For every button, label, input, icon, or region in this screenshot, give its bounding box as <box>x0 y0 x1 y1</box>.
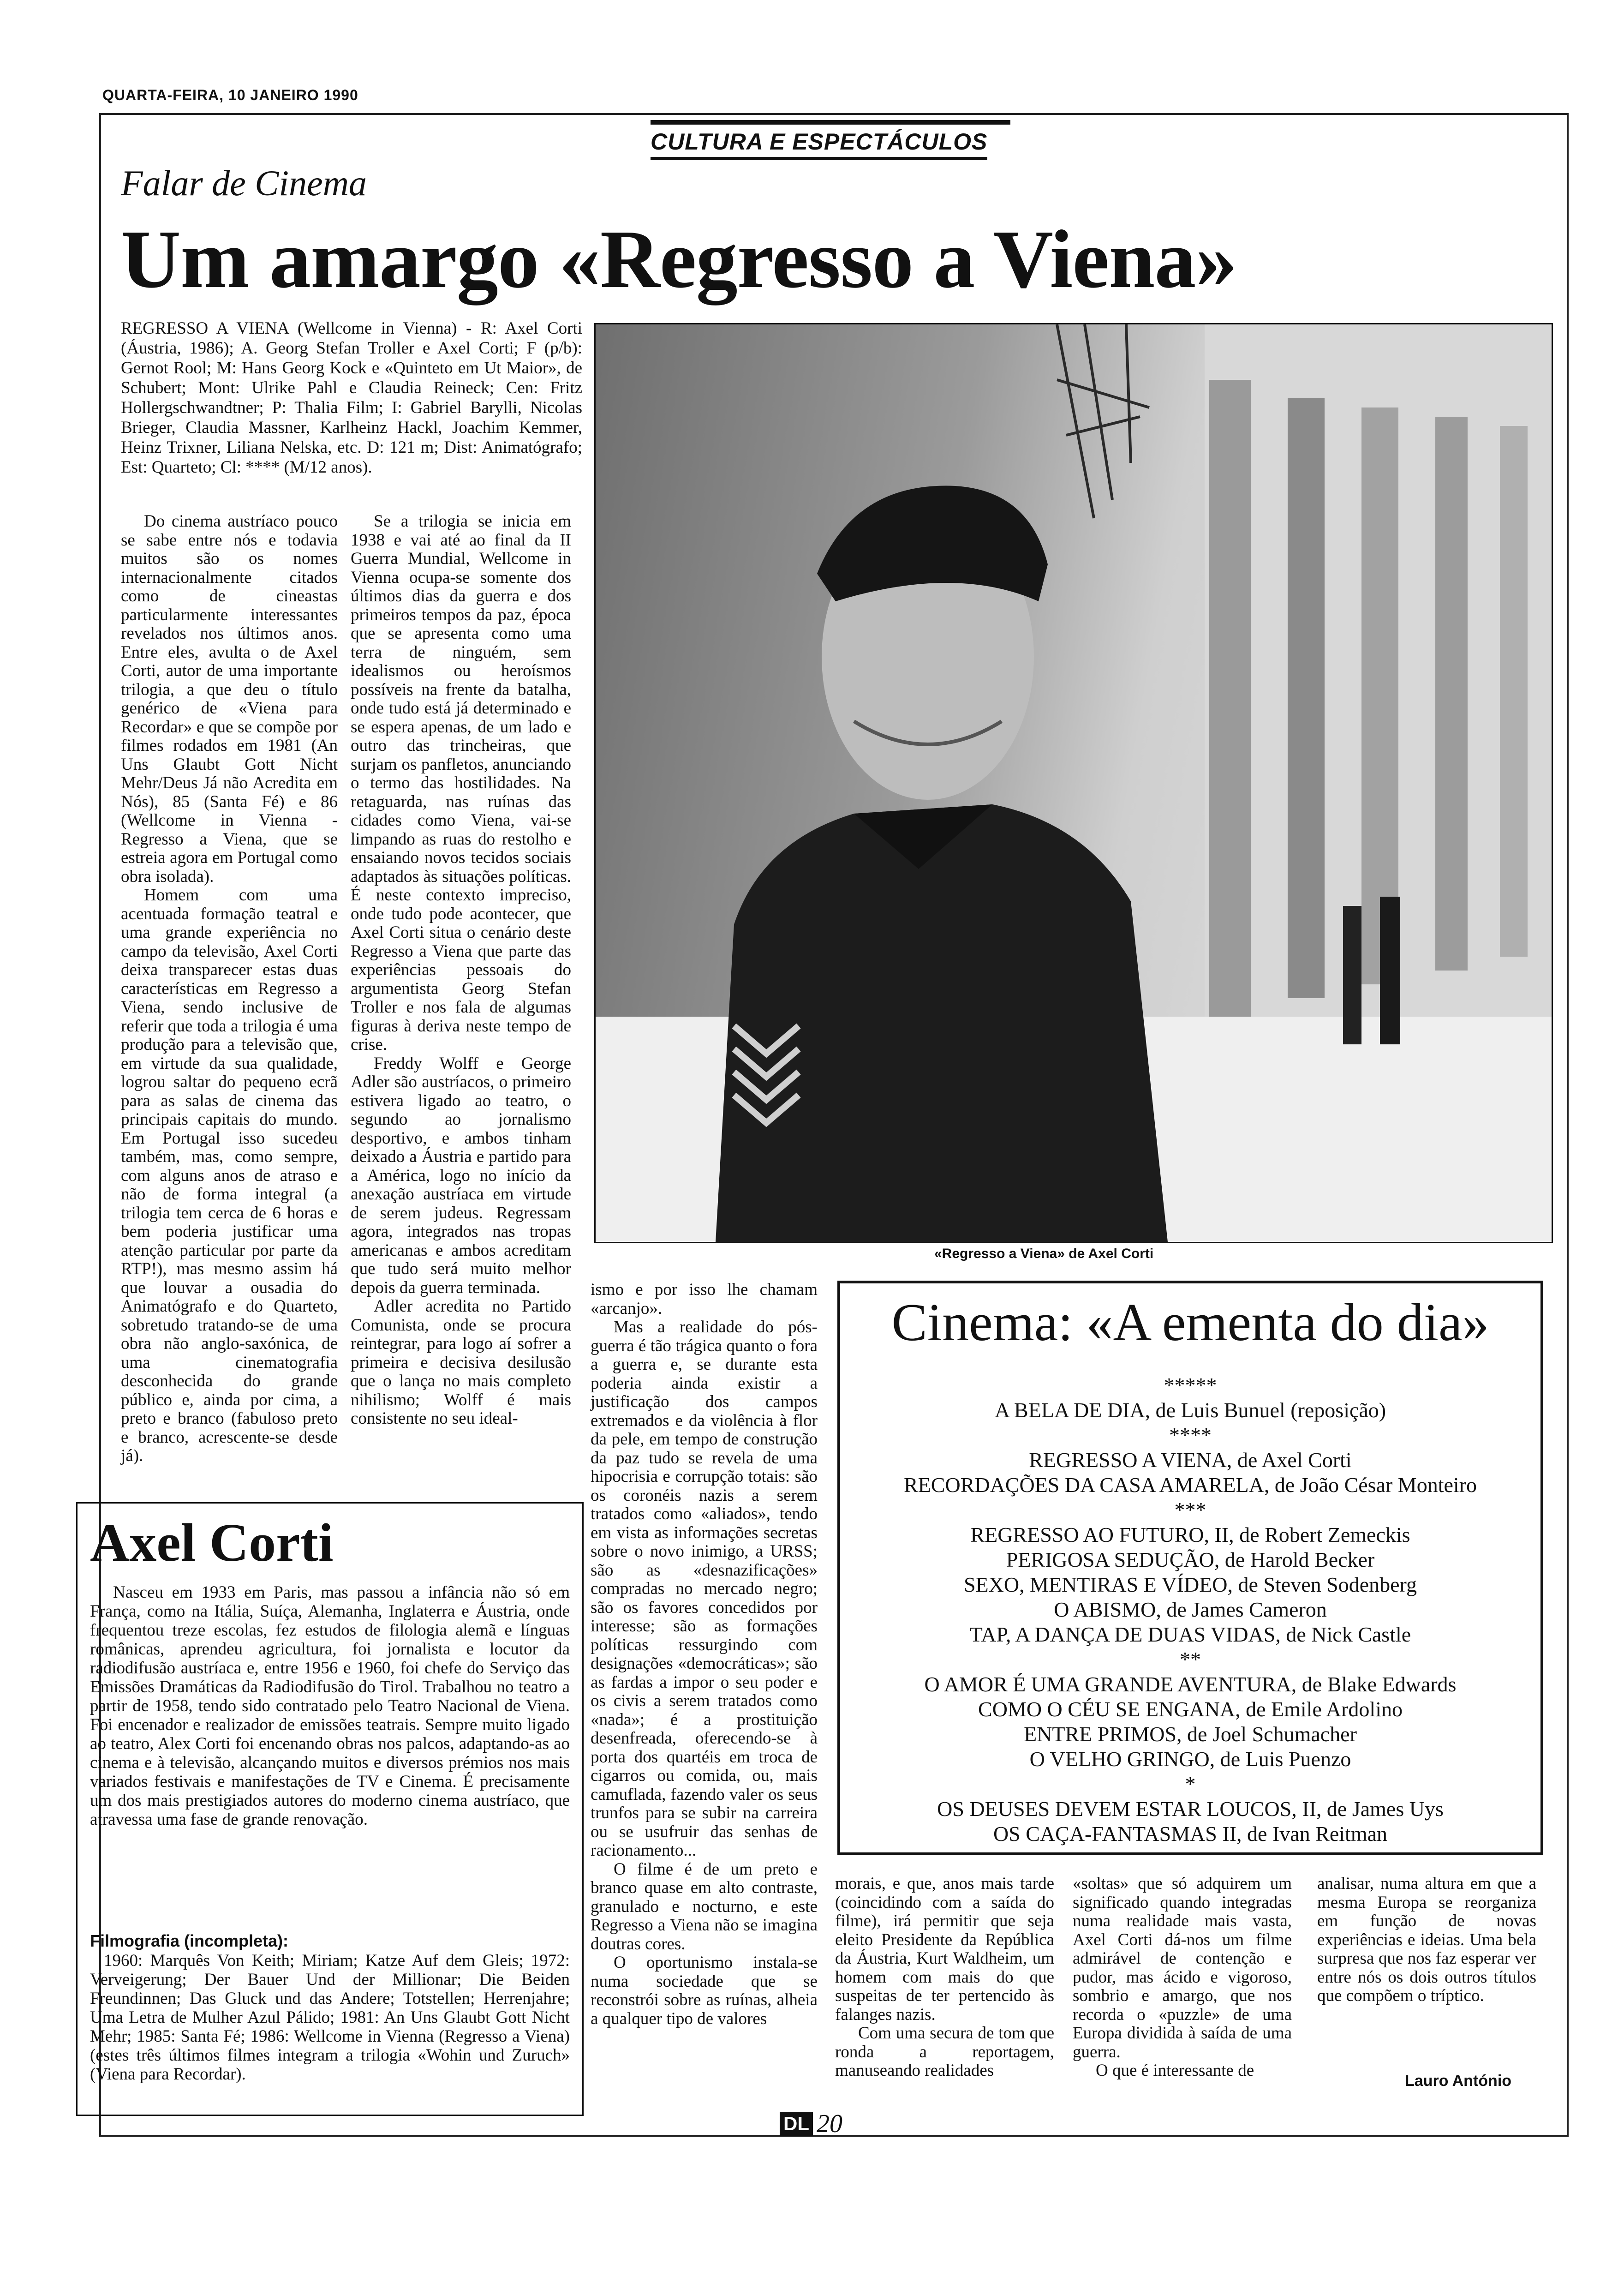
film-listing: REGRESSO AO FUTURO, II, de Robert Zemeckis <box>970 1523 1410 1546</box>
bio-text <box>90 1583 570 1829</box>
kicker: Falar de Cinema <box>121 163 367 203</box>
filmography-title: Filmografia (incompleta): <box>90 1931 289 1950</box>
film-listing: A BELA DE DIA, de Luis Bunuel (reposição) <box>994 1398 1386 1422</box>
film-listing: OS DEUSES DEVEM ESTAR LOUCOS, II, de James Uys <box>937 1797 1444 1821</box>
article-column-6 <box>1317 1875 1536 2006</box>
rating-stars: **** <box>1169 1423 1212 1447</box>
paragraph: Do cinema austríaco pouco se sabe entre nós e todavia muitos são os nomes internacionalmente citados como de cineastas particularmente interessantes revelados nos últimos anos. Entre eles, avulta o de Axel Corti, autor de uma importante trilogia, a que deu o título genérico de «Viena para Recordar» e que se compõe por filmes rodados em 1981 (An Uns Glaubt Gott Nicht Mehr/Deus Já não Acredita em Nós), 85 (Santa Fé) e 86 (Wellcome in Vienna - Regresso a Viena, que se estreia agora em Portugal como obra isolada). <box>121 512 338 886</box>
film-still-photo <box>594 323 1553 1243</box>
article-column-5 <box>1073 1875 1292 2080</box>
film-still-illustration <box>596 324 1552 1242</box>
article-column-4 <box>835 1875 1054 2080</box>
publication-logo: DL <box>780 2112 813 2136</box>
paragraph: Adler acredita no Partido Comunista, onde se procura reintegrar, para logo aí sofrer a primeira e decisiva desilusão que o lança no mais completo nihilismo; Wolff é mais consistente no seu ideal- <box>351 1297 571 1428</box>
film-listing: COMO O CÉU SE ENGANA, de Emile Ardolino <box>978 1697 1403 1721</box>
film-listing: PERIGOSA SEDUÇÃO, de Harold Becker <box>1006 1548 1375 1571</box>
film-listing: TAP, A DANÇA DE DUAS VIDAS, de Nick Castle <box>969 1623 1411 1646</box>
section-header: CULTURA E ESPECTÁCULOS <box>651 128 987 160</box>
rating-stars: ***** <box>1164 1373 1217 1397</box>
film-listing: O AMOR É UMA GRANDE AVENTURA, de Blake Edwards <box>924 1672 1457 1696</box>
paragraph: Freddy Wolff e George Adler são austríacos, o primeiro estivera ligado ao teatro, o segundo ao jornalismo desportivo, e ambos tinham deixado a Áustria e partido para a América, logo no início da anexação austríaca em virtude de serem judeus. Regressam agora, integrados nas tropas americanas e ambos acreditam que tudo será muito melhor depois da guerra terminada. <box>351 1054 571 1297</box>
bio-title: Axel Corti <box>90 1512 334 1573</box>
ementa-list <box>847 1373 1534 1846</box>
headline: Um amargo «Regresso a Viena» <box>121 213 1237 305</box>
paragraph: morais, e que, anos mais tarde (coincidindo com a saída do filme), irá permitir que seja eleito Presidente da República da Áustria, Kurt Waldheim, um homem com mais do que suspeitas de ter pertencido às falanges nazis. <box>835 1874 1054 2024</box>
paragraph: O que é interessante de <box>1096 2061 1254 2080</box>
author-signature: Lauro António <box>1405 2072 1512 2090</box>
paragraph: Nasceu em 1933 em Paris, mas passou a infância não só em França, como na Itália, Suíça, Alemanha, Inglaterra e Áustria, onde frequentou treze escolas, fez estudos de filologia alemã e línguas românicas, aprendeu agricultura, foi jornalista e locutor da radiodifusão austríaca e, entre 1956 e 1960, foi chefe do Serviço das Emissões Dramáticas da Radiodifusão do Tirol. Trabalhou no teatro a partir de 1958, tendo sido contratado pelo Teatro Nacional de Viena. Foi encenador e realizador de emissões teatrais. Sempre muito ligado ao teatro, Alex Corti foi encenando obras nos palcos, adaptando-as ao cinema e à televisão, alcançando muitos e diversos prémios nos mais variados festivais e manifestações de TV e Cinema. É precisamente um dos mais prestigiados autores do moderno cinema austríaco, que atravessa uma fase de grande renovação. <box>90 1583 570 1829</box>
rating-stars: * <box>1185 1772 1196 1796</box>
paragraph: O filme é de um preto e branco quase em alto contraste, granulado e nocturno, e este Regresso a Viena não se imagina doutras cores. <box>591 1859 818 1953</box>
film-listing: OS CAÇA-FANTASMAS II, de Ivan Reitman <box>993 1822 1388 1846</box>
article-column-2 <box>351 512 571 1428</box>
paragraph: «soltas» que só adquirem um significado quando integradas numa realidade mais vasta, Axel Corti dá-nos um filme admirável de contenção e pudor, mas ácido e vigoroso, sombrio e amargo, que nos recorda o «puzzle» de uma Europa dividida à saída de uma guerra. <box>1073 1874 1292 2061</box>
rating-stars: ** <box>1180 1648 1201 1671</box>
film-credits: REGRESSO A VIENA (Wellcome in Vienna) - R: Axel Corti (Áustria, 1986); A. Georg Stefan Troller e Axel Corti; F (p/b): Gernot Rool; M: Hans Georg Kock e «Quinteto em Ut Maior», de Schubert; Mont: Ulrike Pahl e Claudia Reineck; Cen: Fritz Hollergschwandtner; P: Thalia Film; I: Gabriel Barylli, Nicolas Brieger, Claudia Massner, Karlheinz Hackl, Joachim Kemmer, Heinz Trixner, Liliana Nelska, etc. D: 121 m; Dist: Animatógrafo; Est: Quarteto; Cl: **** (M/12 anos). <box>121 319 582 477</box>
paragraph: Mas a realidade do pós-guerra é tão trágica quanto o fora a guerra e, se durante esta poderia ainda existir a justificação dos campos extremados e da violência à flor da pele, em tempo de construção da paz tudo se revela de uma hipocrisia e corrupção totais: são os coronéis nazis a serem tratados como «aliados», tendo em vista as informações secretas sobre o novo inimigo, a URSS; são as «desnazificações» compradas no mercado negro; são os favores concedidos por interesse; são as formações políticas ressurgindo com designações «democráticas»; são as fardas a impor o seu poder e os civis a serem tratados como «nada»; é a prostituição desenfreada, oferecendo-se à porta dos quartéis em troca de cigarros ou comida, ou, mais camuflada, fazendo valer os seus trunfos para se subir na carreira ou se usufruir das senhas de racionamento... <box>591 1318 818 1860</box>
article-column-1 <box>121 512 338 1466</box>
page-folio <box>780 2107 842 2139</box>
film-listing: REGRESSO A VIENA, de Axel Corti <box>1029 1448 1352 1472</box>
film-listing: SEXO, MENTIRAS E VÍDEO, de Steven Sodenberg <box>963 1573 1417 1596</box>
ementa-title: Cinema: «A ementa do dia» <box>891 1293 1489 1352</box>
paragraph: O oportunismo instala-se numa sociedade que se reconstrói sobre as ruínas, alheia a qualquer tipo de valores <box>591 1953 818 2028</box>
page-number: 20 <box>817 2109 842 2139</box>
dateline: QUARTA-FEIRA, 10 JANEIRO 1990 <box>102 87 358 103</box>
article-column-3 <box>591 1281 818 2028</box>
filmography-text: 1960: Marquês Von Keith; Miriam; Katze Auf dem Gleis; 1972: Verveigerung; Der Bauer Und der Millionar; Die Beiden Freundinnen; Das Gluck und das Andere; Totstellen; Herrenjahre; Uma Letra de Mulher Azul Pálido; 1981: An Uns Glaubt Gott Nicht Mehr; 1985: Santa Fé; 1986: Wellcome in Vienna (Regresso a Viena) (estes três últimos filmes integram a trilogia «Wohin und Zuruch» (Viena para Recordar). <box>90 1951 570 2084</box>
film-listing: RECORDAÇÕES DA CASA AMARELA, de João César Monteiro <box>903 1473 1477 1497</box>
film-listing: O VELHO GRINGO, de Luis Puenzo <box>1029 1747 1351 1771</box>
section-rule <box>651 120 1010 125</box>
rating-stars: *** <box>1174 1498 1206 1522</box>
paragraph: Com uma secura de tom que ronda a reportagem, manuseando realidades <box>835 2024 1054 2080</box>
paragraph: Homem com uma acentuada formação teatral e uma grande experiência no campo da televisão, Axel Corti deixa transparecer estas duas características em Regresso a Viena, sendo inclusive de referir que toda a trilogia é uma produção para a televisão que, em virtude da sua qualidade, logrou saltar do pequeno ecrã para as salas de cinema das principais capitais do mundo. Em Portugal isso sucedeu também, mas, como sempre, com alguns anos de atraso e não de forma integral (a trilogia tem cerca de 6 horas e bem poderia justificar uma atenção particular por parte da RTP!), mas mesmo assim há que louvar a ousadia do Animatógrafo e do Quarteto, sobretudo tratando-se de uma obra não anglo-saxónica, de uma cinematografia desconhecida do grande público e, ainda por cima, a preto e branco (fabuloso preto e branco, acrescente-se desde já). <box>121 886 338 1465</box>
paragraph: Se a trilogia se inicia em 1938 e vai até ao final da II Guerra Mundial, Wellcome in Vienna ocupa-se somente dos últimos dias da guerra e dos primeiros tempos da paz, época que se apresenta como uma terra de ninguém, sem idealismos ou heroísmos possíveis na frente da batalha, onde tudo está já determinado e se espera apenas, de um lado e outro das trincheiras, que surjam os panfletos, anunciando o termo das hostilidades. Na retaguarda, nas ruínas das cidades como Viena, vai-se limpando as ruas do restolho e ensaiando novos tecidos sociais adaptados às situações políticas. É neste contexto impreciso, onde tudo pode acontecer, que Axel Corti situa o cenário deste Regresso a Viena que parte das experiências pessoais do argumentista Georg Stefan Troller e nos fala de algumas figuras à deriva neste tempo de crise. <box>351 512 571 1054</box>
paragraph: ismo e por isso lhe chamam «arcanjo». <box>591 1280 818 1318</box>
photo-caption: «Regresso a Viena» de Axel Corti <box>934 1246 1154 1261</box>
film-listing: ENTRE PRIMOS, de Joel Schumacher <box>1024 1722 1357 1746</box>
paragraph: analisar, numa altura em que a mesma Europa se reorganiza em função de novas experiências e ideias. Uma bela surpresa que nos faz esperar ver entre nós os dois outros títulos que compõem o tríptico. <box>1317 1874 1536 2005</box>
film-listing: O ABISMO, de James Cameron <box>1054 1598 1327 1621</box>
